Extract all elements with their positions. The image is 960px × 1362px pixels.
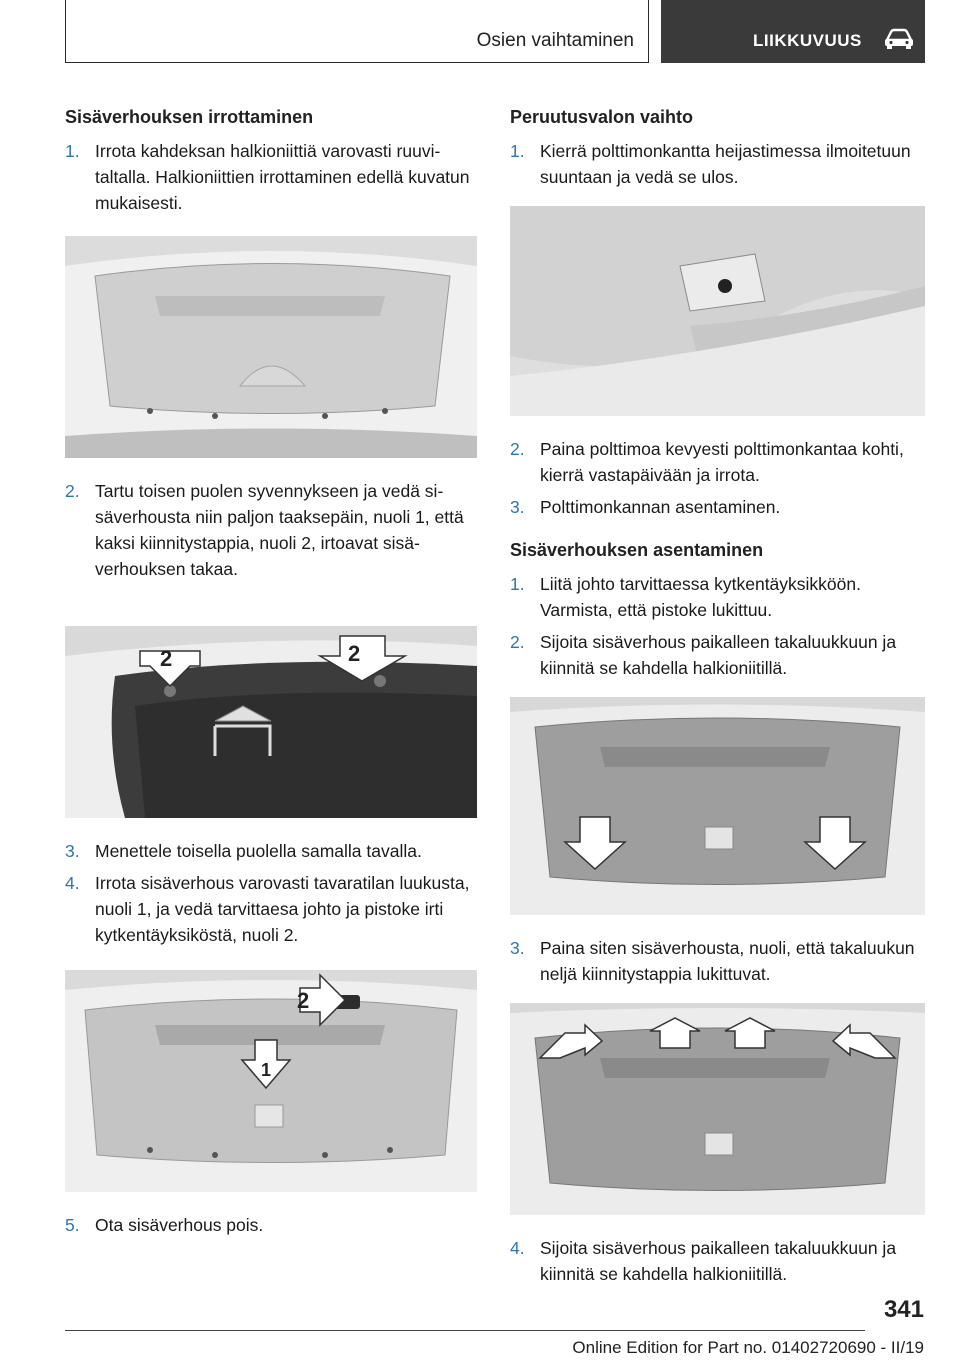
step-item [510, 436, 925, 488]
step-text: Polttimonkannan asentaminen. [540, 497, 781, 517]
step-number: 3. [65, 841, 80, 861]
step-text: Irrota kahdeksan halkioniittiä varovasti ruuvitaltalla. Halkioniittien irrottaminen edellä kuvatun mukaisesti. [95, 141, 470, 213]
trunk-lining-figure-2 [65, 626, 477, 818]
trunk-lining-figure-1 [65, 236, 477, 458]
step-text: Liitä johto tarvittaessa kytkentäyksikköön. Varmista, että pistoke lukittuu. [540, 574, 861, 620]
page-number: 341 [883, 1296, 924, 1323]
step-number: 1. [65, 141, 80, 161]
step-text: Irrota sisäverhous varovasti tavaratilan luukusta, nuoli 1, ja vedä tarvittaesa johto ja pistoke irti kytkentäyksiköstä, nuoli 2. [95, 873, 470, 945]
step-text: Kierrä polttimonkantta heijastimessa ilmoitetuun suuntaan ja vedä se ulos. [540, 141, 911, 187]
step-item [65, 478, 477, 582]
step-item [510, 935, 925, 987]
step-text: Ota sisäverhous pois. [95, 1215, 264, 1235]
step-item [65, 1212, 477, 1238]
step-number: 1. [510, 574, 525, 594]
header-section-box [65, 0, 649, 63]
step-item [65, 838, 477, 864]
section-heading-removal: Sisäverhouksen irrottaminen [65, 107, 314, 127]
step-item [65, 138, 477, 216]
chapter-title: LIIKKUVUUS [753, 31, 862, 50]
step-item [510, 571, 925, 623]
step-text: Tartu toisen puolen syvennykseen ja vedä sisäverhousta niin paljon taaksepäin, nuoli 1, että kaksi kiinnitystappia, nuoli 2, irtoavat sisäverhouksen takaa. [95, 481, 464, 579]
section-title: Osien vaihtaminen [476, 30, 634, 51]
step-number: 4. [65, 873, 80, 893]
step-number: 2. [510, 632, 525, 652]
step-text: Sijoita sisäverhous paikalleen takaluukkuun ja kiinnitä se kahdella halkioniitillä. [540, 1238, 897, 1284]
step-item [510, 138, 925, 190]
step-number: 3. [510, 938, 525, 958]
step-item [510, 629, 925, 681]
footer-divider [65, 1330, 865, 1331]
step-item [510, 1235, 925, 1287]
right-column [510, 105, 925, 1293]
step-text: Sijoita sisäverhous paikalleen takaluukkuun ja kiinnitä se kahdella halkioniitillä. [540, 632, 897, 678]
figure-callout-label: 1 [261, 1060, 272, 1080]
step-text: Paina siten sisäverhousta, nuoli, että takaluukun neljä kiinnitystappia lukittuvat. [540, 938, 915, 984]
trunk-lining-figure-3 [65, 970, 477, 1192]
left-column [65, 105, 477, 1244]
figure-callout-label: 2 [160, 646, 173, 671]
step-number: 5. [65, 1215, 80, 1235]
reverse-light-figure [510, 206, 925, 416]
step-number: 2. [510, 439, 525, 459]
figure-callout-label: 2 [297, 988, 310, 1013]
step-text: Menettele toisella puolella samalla tavalla. [95, 841, 422, 861]
step-number: 4. [510, 1238, 525, 1258]
step-number: 2. [65, 481, 80, 501]
chapter-tab [661, 0, 925, 63]
trunk-lining-figure-5 [510, 1003, 925, 1215]
section-heading-reverse-light: Peruutusvalon vaihto [510, 107, 694, 127]
car-icon [884, 28, 914, 50]
step-number: 1. [510, 141, 525, 161]
trunk-lining-figure-4 [510, 697, 925, 915]
edition-text: Online Edition for Part no. 01402720690 - II/19 [572, 1338, 924, 1357]
step-text: Paina polttimoa kevyesti polttimonkantaa kohti, kierrä vastapäivään ja irrota. [540, 439, 904, 485]
step-item [65, 870, 477, 948]
section-heading-installation: Sisäverhouksen asentaminen [510, 540, 764, 560]
figure-callout-label: 2 [348, 641, 361, 666]
step-item [510, 494, 925, 520]
step-number: 3. [510, 497, 525, 517]
